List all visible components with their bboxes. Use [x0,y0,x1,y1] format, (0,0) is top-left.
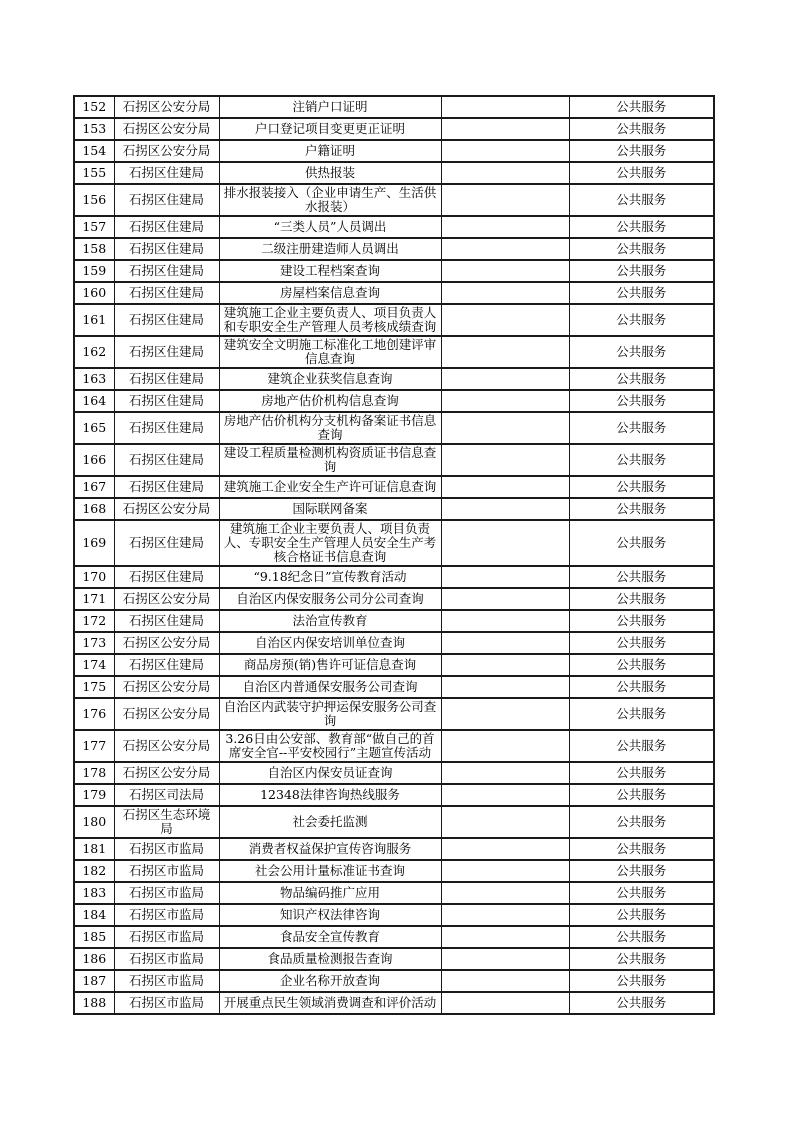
row-number-cell: 152 [74,96,114,118]
empty-cell [441,282,569,304]
table-row [74,216,714,238]
department-cell: 石拐区市监局 [114,860,219,882]
service-type-cell: 公共服务 [569,216,714,238]
empty-cell [441,860,569,882]
row-number-cell: 153 [74,118,114,140]
department-cell: 石拐区市监局 [114,992,219,1014]
table-row [74,282,714,304]
table-row [74,610,714,632]
service-type-cell: 公共服务 [569,632,714,654]
service-name-cell: “三类人员”人员调出 [219,216,441,238]
row-number-cell: 163 [74,368,114,390]
service-type-cell: 公共服务 [569,260,714,282]
empty-cell [441,588,569,610]
service-name-cell: 建筑企业获奖信息查询 [219,368,441,390]
service-name-cell: 物品编码推广应用 [219,882,441,904]
department-cell: 石拐区住建局 [114,520,219,566]
service-name-cell: 户口登记项目变更更正证明 [219,118,441,140]
empty-cell [441,730,569,762]
department-cell: 石拐区公安分局 [114,762,219,784]
service-name-cell: 建设工程档案查询 [219,260,441,282]
department-cell: 石拐区住建局 [114,184,219,216]
service-name-cell: 建设工程质量检测机构资质证书信息查询 [219,444,441,476]
department-cell: 石拐区公安分局 [114,96,219,118]
service-name-cell: 自治区内武装守护押运保安服务公司查询 [219,698,441,730]
empty-cell [441,882,569,904]
service-type-cell: 公共服务 [569,762,714,784]
service-name-cell: 商品房预(销)售许可证信息查询 [219,654,441,676]
table-row [74,632,714,654]
row-number-cell: 179 [74,784,114,806]
service-name-cell: 法治宣传教育 [219,610,441,632]
row-number-cell: 171 [74,588,114,610]
service-type-cell: 公共服务 [569,184,714,216]
department-cell: 石拐区住建局 [114,444,219,476]
service-type-cell: 公共服务 [569,162,714,184]
row-number-cell: 172 [74,610,114,632]
empty-cell [441,566,569,588]
service-type-cell: 公共服务 [569,730,714,762]
department-cell: 石拐区住建局 [114,610,219,632]
service-type-cell: 公共服务 [569,970,714,992]
empty-cell [441,118,569,140]
empty-cell [441,162,569,184]
service-name-cell: 排水报装接入（企业申请生产、生活供水报装） [219,184,441,216]
service-type-cell: 公共服务 [569,96,714,118]
row-number-cell: 169 [74,520,114,566]
empty-cell [441,610,569,632]
services-table-body [74,96,714,1014]
table-row [74,304,714,336]
department-cell: 石拐区公安分局 [114,676,219,698]
service-name-cell: 自治区内保安服务公司分公司查询 [219,588,441,610]
row-number-cell: 188 [74,992,114,1014]
service-type-cell: 公共服务 [569,520,714,566]
service-name-cell: 房地产估价机构分支机构备案证书信息查询 [219,412,441,444]
service-type-cell: 公共服务 [569,654,714,676]
department-cell: 石拐区市监局 [114,970,219,992]
department-cell: 石拐区住建局 [114,216,219,238]
empty-cell [441,412,569,444]
empty-cell [441,184,569,216]
service-name-cell: 食品质量检测报告查询 [219,948,441,970]
table-row [74,992,714,1014]
service-type-cell: 公共服务 [569,588,714,610]
service-name-cell: 供热报装 [219,162,441,184]
table-row [74,412,714,444]
department-cell: 石拐区住建局 [114,304,219,336]
service-name-cell: 二级注册建造师人员调出 [219,238,441,260]
department-cell: 石拐区市监局 [114,948,219,970]
table-row [74,698,714,730]
row-number-cell: 173 [74,632,114,654]
service-type-cell: 公共服务 [569,610,714,632]
row-number-cell: 155 [74,162,114,184]
empty-cell [441,992,569,1014]
row-number-cell: 175 [74,676,114,698]
table-row [74,970,714,992]
empty-cell [441,304,569,336]
row-number-cell: 185 [74,926,114,948]
service-name-cell: 注销户口证明 [219,96,441,118]
table-row [74,336,714,368]
department-cell: 石拐区住建局 [114,282,219,304]
department-cell: 石拐区市监局 [114,882,219,904]
service-name-cell: 建筑施工企业主要负责人、项目负责人、专职安全生产管理人员安全生产考核合格证书信息查询 [219,520,441,566]
service-type-cell: 公共服务 [569,806,714,838]
service-type-cell: 公共服务 [569,948,714,970]
service-type-cell: 公共服务 [569,282,714,304]
empty-cell [441,806,569,838]
empty-cell [441,970,569,992]
department-cell: 石拐区公安分局 [114,632,219,654]
row-number-cell: 184 [74,904,114,926]
service-type-cell: 公共服务 [569,390,714,412]
empty-cell [441,784,569,806]
empty-cell [441,698,569,730]
public-services-table [73,95,715,1015]
empty-cell [441,260,569,282]
empty-cell [441,238,569,260]
table-row [74,784,714,806]
table-row [74,96,714,118]
service-name-cell: 食品安全宣传教育 [219,926,441,948]
table-row [74,762,714,784]
row-number-cell: 166 [74,444,114,476]
service-type-cell: 公共服务 [569,838,714,860]
table-row [74,948,714,970]
table-row [74,498,714,520]
row-number-cell: 176 [74,698,114,730]
empty-cell [441,762,569,784]
department-cell: 石拐区生态环境局 [114,806,219,838]
table-row [74,184,714,216]
row-number-cell: 170 [74,566,114,588]
empty-cell [441,676,569,698]
department-cell: 石拐区市监局 [114,926,219,948]
service-type-cell: 公共服务 [569,926,714,948]
department-cell: 石拐区司法局 [114,784,219,806]
service-name-cell: 房屋档案信息查询 [219,282,441,304]
service-type-cell: 公共服务 [569,860,714,882]
empty-cell [441,368,569,390]
service-type-cell: 公共服务 [569,368,714,390]
service-name-cell: 开展重点民生领域消费调查和评价活动 [219,992,441,1014]
service-name-cell: 12348法律咨询热线服务 [219,784,441,806]
department-cell: 石拐区住建局 [114,476,219,498]
row-number-cell: 157 [74,216,114,238]
department-cell: 石拐区住建局 [114,368,219,390]
service-name-cell: 建筑施工企业安全生产许可证信息查询 [219,476,441,498]
department-cell: 石拐区住建局 [114,412,219,444]
department-cell: 石拐区市监局 [114,838,219,860]
department-cell: 石拐区公安分局 [114,588,219,610]
service-type-cell: 公共服务 [569,238,714,260]
service-name-cell: 建筑施工企业主要负责人、项目负责人和专职安全生产管理人员考核成绩查询 [219,304,441,336]
table-row [74,520,714,566]
department-cell: 石拐区公安分局 [114,698,219,730]
table-row [74,444,714,476]
table-row [74,926,714,948]
row-number-cell: 156 [74,184,114,216]
row-number-cell: 187 [74,970,114,992]
empty-cell [441,476,569,498]
empty-cell [441,96,569,118]
service-name-cell: 房地产估价机构信息查询 [219,390,441,412]
service-type-cell: 公共服务 [569,882,714,904]
table-row [74,806,714,838]
service-type-cell: 公共服务 [569,476,714,498]
row-number-cell: 165 [74,412,114,444]
service-name-cell: 建筑安全文明施工标准化工地创建评审信息查询 [219,336,441,368]
table-row [74,588,714,610]
service-name-cell: 自治区内普通保安服务公司查询 [219,676,441,698]
table-row [74,390,714,412]
empty-cell [441,498,569,520]
table-row [74,476,714,498]
service-type-cell: 公共服务 [569,992,714,1014]
empty-cell [441,444,569,476]
service-name-cell: 社会公用计量标准证书查询 [219,860,441,882]
department-cell: 石拐区住建局 [114,390,219,412]
department-cell: 石拐区公安分局 [114,730,219,762]
table-row [74,368,714,390]
department-cell: 石拐区住建局 [114,566,219,588]
service-type-cell: 公共服务 [569,444,714,476]
row-number-cell: 178 [74,762,114,784]
table-row [74,904,714,926]
service-name-cell: 国际联网备案 [219,498,441,520]
row-number-cell: 167 [74,476,114,498]
service-type-cell: 公共服务 [569,676,714,698]
table-row [74,676,714,698]
table-row [74,162,714,184]
row-number-cell: 174 [74,654,114,676]
table-row [74,838,714,860]
department-cell: 石拐区住建局 [114,260,219,282]
service-type-cell: 公共服务 [569,566,714,588]
row-number-cell: 164 [74,390,114,412]
service-name-cell: 企业名称开放查询 [219,970,441,992]
service-type-cell: 公共服务 [569,140,714,162]
row-number-cell: 158 [74,238,114,260]
table-row [74,730,714,762]
department-cell: 石拐区住建局 [114,654,219,676]
empty-cell [441,926,569,948]
service-name-cell: 消费者权益保护宣传咨询服务 [219,838,441,860]
service-name-cell: 3.26日由公安部、教育部“做自己的首席安全官--平安校园行”主题宣传活动 [219,730,441,762]
table-row [74,566,714,588]
row-number-cell: 186 [74,948,114,970]
service-name-cell: 自治区内保安培训单位查询 [219,632,441,654]
row-number-cell: 168 [74,498,114,520]
empty-cell [441,216,569,238]
table-row [74,140,714,162]
department-cell: 石拐区公安分局 [114,140,219,162]
department-cell: 石拐区住建局 [114,336,219,368]
service-name-cell: 户籍证明 [219,140,441,162]
row-number-cell: 161 [74,304,114,336]
service-name-cell: 社会委托监测 [219,806,441,838]
row-number-cell: 180 [74,806,114,838]
service-type-cell: 公共服务 [569,336,714,368]
service-name-cell: 自治区内保安员证查询 [219,762,441,784]
table-row [74,882,714,904]
empty-cell [441,336,569,368]
empty-cell [441,654,569,676]
empty-cell [441,948,569,970]
empty-cell [441,520,569,566]
service-type-cell: 公共服务 [569,118,714,140]
row-number-cell: 177 [74,730,114,762]
empty-cell [441,632,569,654]
row-number-cell: 159 [74,260,114,282]
table-row [74,860,714,882]
service-type-cell: 公共服务 [569,784,714,806]
service-type-cell: 公共服务 [569,304,714,336]
service-type-cell: 公共服务 [569,412,714,444]
service-type-cell: 公共服务 [569,698,714,730]
row-number-cell: 154 [74,140,114,162]
department-cell: 石拐区市监局 [114,904,219,926]
table-row [74,118,714,140]
department-cell: 石拐区住建局 [114,162,219,184]
empty-cell [441,390,569,412]
empty-cell [441,140,569,162]
service-name-cell: “9.18纪念日”宣传教育活动 [219,566,441,588]
row-number-cell: 181 [74,838,114,860]
service-name-cell: 知识产权法律咨询 [219,904,441,926]
row-number-cell: 162 [74,336,114,368]
table-row [74,260,714,282]
table-row [74,238,714,260]
table-row [74,654,714,676]
department-cell: 石拐区公安分局 [114,118,219,140]
row-number-cell: 183 [74,882,114,904]
empty-cell [441,838,569,860]
service-type-cell: 公共服务 [569,498,714,520]
empty-cell [441,904,569,926]
row-number-cell: 182 [74,860,114,882]
department-cell: 石拐区住建局 [114,238,219,260]
service-type-cell: 公共服务 [569,904,714,926]
department-cell: 石拐区公安分局 [114,498,219,520]
row-number-cell: 160 [74,282,114,304]
